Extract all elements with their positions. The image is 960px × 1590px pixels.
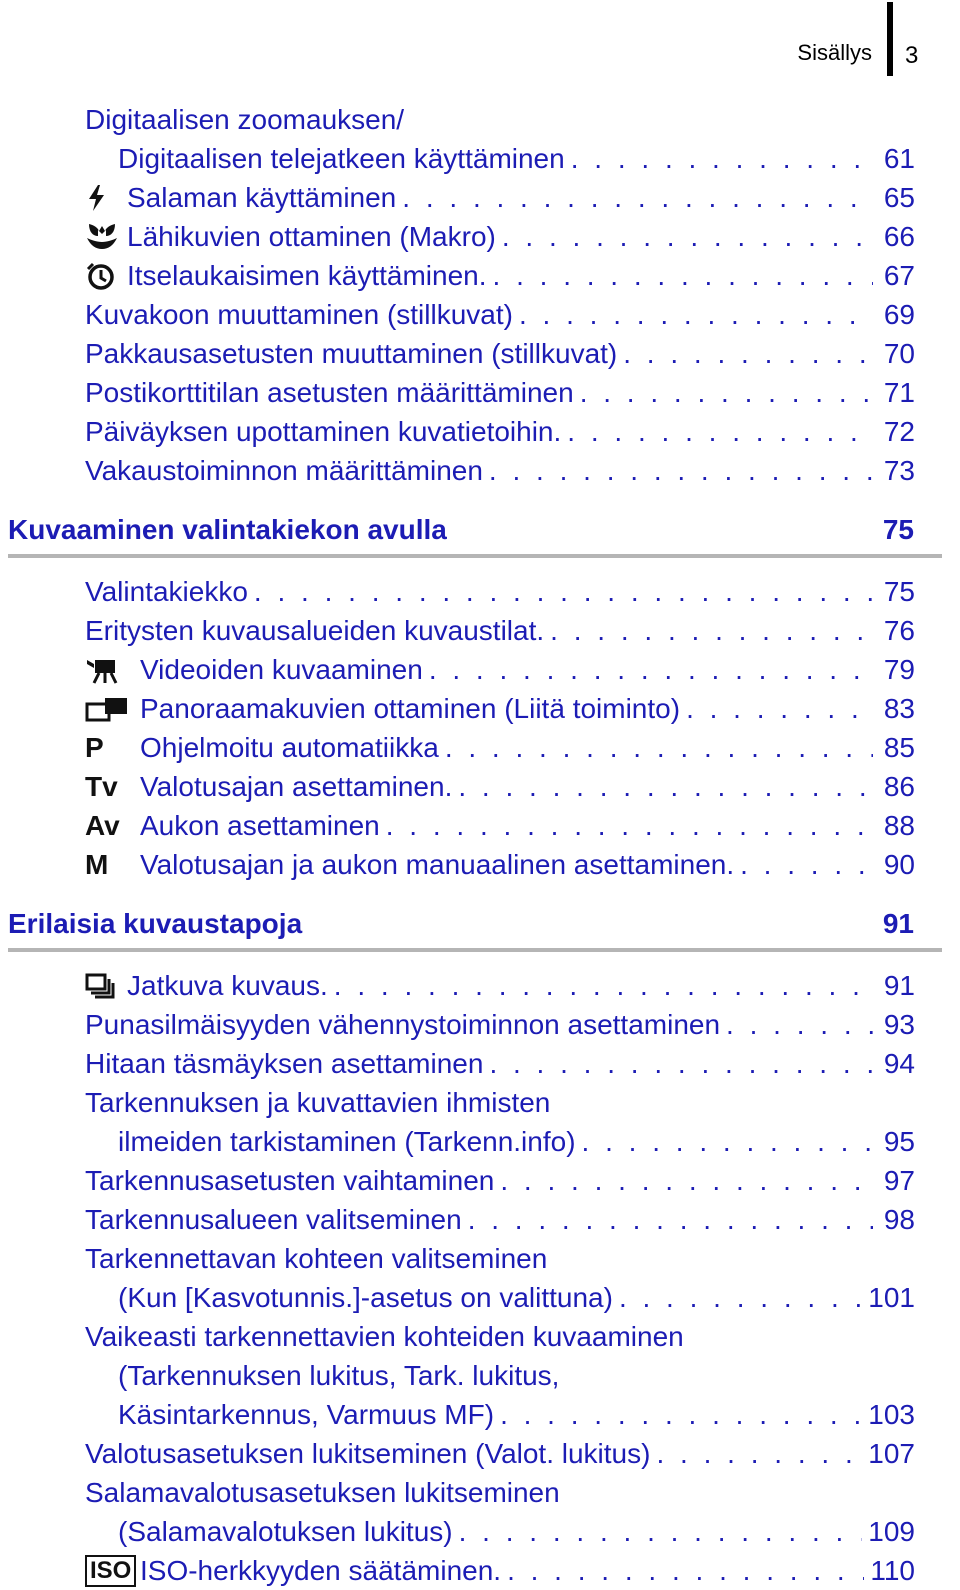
toc-page-number: 83: [883, 692, 915, 724]
toc-entry-focus-check-cont[interactable]: [118, 1122, 915, 1161]
dot-leader: [580, 377, 873, 409]
toc-entry-label: Valintakiekko: [85, 575, 248, 607]
toc-page-number: 73: [883, 454, 915, 486]
table-of-contents: [0, 100, 960, 1590]
toc-entry-difficult-focus[interactable]: [85, 1317, 915, 1356]
toc-entry-movie[interactable]: [85, 650, 915, 689]
toc-entry-label: Pakkausasetusten muuttaminen (stillkuvat): [85, 337, 618, 369]
toc-page-number: 85: [883, 731, 915, 763]
dot-leader: [458, 771, 873, 803]
toc-page-number: 86: [883, 770, 915, 802]
toc-entry-label: (Tarkennuksen lukitus, Tark. lukitus,: [118, 1359, 560, 1391]
toc-entry-continuous[interactable]: [85, 966, 915, 1005]
flash-icon: [85, 184, 127, 212]
toc-entry-label: Tarkennusalueen valitseminen: [85, 1203, 462, 1235]
toc-page-number: 95: [883, 1125, 915, 1157]
dot-leader: [386, 810, 873, 842]
dot-leader: [429, 654, 873, 686]
toc-page-number: 88: [883, 809, 915, 841]
toc-entry-label: (Kun [Kasvotunnis.]-asetus on valittuna): [118, 1281, 613, 1313]
toc-page-number: 71: [883, 376, 915, 408]
toc-page-number: 66: [883, 220, 915, 252]
toc-entry-label: Eritysten kuvausalueiden kuvaustilat.: [85, 614, 545, 646]
toc-entry-af-frame[interactable]: [85, 1200, 915, 1239]
toc-entry-label: Lähikuvien ottaminen (Makro): [127, 220, 496, 252]
dot-leader: [500, 1399, 862, 1431]
dot-leader: [254, 576, 873, 608]
dot-leader: [740, 849, 873, 881]
dot-leader: [582, 1126, 873, 1158]
toc-entry-label: Kuvakoon muuttaminen (stillkuvat): [85, 298, 513, 330]
toc-entry-date-stamp[interactable]: [85, 412, 915, 451]
toc-entry-label: (Salamavalotuksen lukitus): [118, 1515, 453, 1547]
toc-page-number: 67: [883, 259, 915, 291]
section-page-number: 75: [882, 514, 914, 545]
toc-entry-label: Salamavalotusasetuksen lukitseminen: [85, 1476, 560, 1508]
dot-leader: [726, 1009, 873, 1041]
toc-page-number: 70: [883, 337, 915, 369]
manual-mode-icon: M: [85, 848, 109, 880]
toc-section-shooting-methods[interactable]: [8, 890, 942, 952]
movie-camera-icon: [85, 656, 140, 684]
toc-entry-focus-check[interactable]: [85, 1083, 915, 1122]
toc-page-number: 93: [883, 1008, 915, 1040]
toc-entry-label: Postikorttitilan asetusten määrittäminen: [85, 376, 574, 408]
toc-entry-ae-lock[interactable]: [85, 1434, 915, 1473]
toc-entry-aperture-priority[interactable]: [85, 806, 915, 845]
toc-entry-shutter-priority[interactable]: [85, 767, 915, 806]
toc-entry-stabilizer[interactable]: [85, 451, 915, 490]
self-timer-icon: [85, 261, 127, 291]
toc-entry-label: Päiväyksen upottaminen kuvatietoihin.: [85, 415, 562, 447]
toc-section-mode-dial[interactable]: [8, 496, 942, 558]
section-title: Erilaisia kuvaustapoja: [8, 908, 303, 939]
dot-leader: [656, 1438, 862, 1470]
toc-entry-digital-zoom-cont[interactable]: [118, 139, 915, 178]
toc-entry-label: Digitaalisen telejatkeen käyttäminen: [118, 142, 565, 174]
toc-entry-compression[interactable]: [85, 334, 915, 373]
toc-page-number: 90: [883, 848, 915, 880]
toc-page-number: 65: [883, 181, 915, 213]
section-page-number: 91: [882, 908, 914, 939]
toc-entry-label: Valotusajan ja aukon manuaalinen asettaminen.: [140, 848, 735, 880]
toc-page-number: 103: [868, 1398, 915, 1430]
toc-entry-label: Aukon asettaminen: [140, 809, 380, 841]
toc-entry-special-scenes[interactable]: [85, 611, 915, 650]
toc-entry-digital-zoom[interactable]: [85, 100, 915, 139]
toc-page-number: 107: [868, 1437, 915, 1469]
header-section-label: Sisällys: [797, 40, 872, 65]
header-divider: [887, 2, 893, 76]
iso-icon-label: ISO: [85, 1555, 136, 1587]
dot-leader: [507, 1555, 864, 1587]
toc-entry-label: Jatkuva kuvaus.: [127, 969, 328, 1001]
toc-page-number: 101: [868, 1281, 915, 1313]
aperture-priority-icon: Av: [85, 809, 120, 841]
toc-entry-difficult-focus-cont[interactable]: [118, 1356, 948, 1395]
toc-page-number: 109: [868, 1515, 915, 1547]
toc-entry-label: Vaikeasti tarkennettavien kohteiden kuvaaminen: [85, 1320, 684, 1352]
toc-entry-label: Valotusajan asettaminen.: [140, 770, 453, 802]
dot-leader: [402, 182, 873, 214]
program-mode-icon: P: [85, 731, 104, 763]
dot-leader: [550, 615, 873, 647]
toc-entry-iso[interactable]: [85, 1551, 915, 1590]
toc-page-number: 91: [883, 969, 915, 1001]
toc-entry-label: Salaman käyttäminen: [127, 181, 397, 213]
toc-entry-image-size[interactable]: [85, 295, 915, 334]
toc-entry-label: Panoraamakuvien ottaminen (Liitä toiminto): [140, 692, 681, 724]
dot-leader: [623, 338, 873, 370]
dot-leader: [489, 1048, 873, 1080]
toc-entry-flash[interactable]: [85, 178, 915, 217]
toc-entry-label: Käsintarkennus, Varmuus MF): [118, 1398, 495, 1430]
toc-entry-label: ISO-herkkyyden säätäminen.: [140, 1554, 502, 1586]
stitch-assist-icon: [85, 695, 140, 723]
toc-entry-slow-sync[interactable]: [85, 1044, 915, 1083]
toc-entry-label: Tarkennusasetusten vaihtaminen: [85, 1164, 495, 1196]
toc-entry-label: Punasilmäisyyden vähennystoiminnon asettaminen: [85, 1008, 721, 1040]
toc-entry-label: Valotusasetuksen lukitseminen (Valot. lukitus): [85, 1437, 651, 1469]
dot-leader: [567, 416, 873, 448]
toc-entry-fe-lock-cont[interactable]: [118, 1512, 915, 1551]
toc-entry-label: Tarkennettavan kohteen valitseminen: [85, 1242, 548, 1274]
toc-entry-face-select-cont[interactable]: [118, 1278, 915, 1317]
dot-leader: [502, 221, 873, 253]
toc-entry-label: ilmeiden tarkistaminen (Tarkenn.info): [118, 1125, 576, 1157]
dot-leader: [489, 455, 873, 487]
toc-entry-self-timer[interactable]: [85, 256, 915, 295]
continuous-shooting-icon: [85, 972, 127, 1000]
page-number: 3: [905, 42, 919, 69]
dot-leader: [686, 693, 873, 725]
page-header: [0, 0, 960, 80]
toc-page-number: 98: [883, 1203, 915, 1235]
toc-entry-difficult-focus-cont2[interactable]: [118, 1395, 915, 1434]
toc-page-number: 97: [883, 1164, 915, 1196]
iso-icon: [85, 1555, 140, 1587]
toc-page-number: 79: [883, 653, 915, 685]
toc-entry-mode-dial[interactable]: [85, 572, 915, 611]
toc-entry-label: Tarkennuksen ja kuvattavien ihmisten: [85, 1086, 551, 1118]
toc-page-number: 110: [870, 1554, 915, 1586]
toc-entry-postcard-mode[interactable]: [85, 373, 915, 412]
toc-entry-label: Vakaustoiminnon määrittäminen: [85, 454, 483, 486]
toc-page-number: 69: [883, 298, 915, 330]
toc-entry-macro[interactable]: [85, 217, 915, 256]
toc-entry-red-eye[interactable]: [85, 1005, 915, 1044]
toc-entry-fe-lock[interactable]: [85, 1473, 915, 1512]
toc-entry-label: Ohjelmoitu automatiikka: [140, 731, 439, 763]
toc-page-number: 72: [883, 415, 915, 447]
toc-entry-manual[interactable]: [85, 845, 915, 884]
toc-entry-label: Videoiden kuvaaminen: [140, 653, 423, 685]
dot-leader: [334, 970, 873, 1002]
dot-leader: [493, 260, 873, 292]
dot-leader: [445, 732, 873, 764]
dot-leader: [519, 299, 873, 331]
dot-leader: [500, 1165, 873, 1197]
toc-entry-label: Hitaan täsmäyksen asettaminen: [85, 1047, 484, 1079]
section-title: Kuvaaminen valintakiekon avulla: [8, 514, 447, 545]
toc-page-number: 76: [883, 614, 915, 646]
macro-flower-icon: [85, 222, 127, 252]
toc-entry-label: Itselaukaisimen käyttäminen.: [127, 259, 487, 291]
dot-leader: [571, 143, 873, 175]
toc-page-number: 94: [883, 1047, 915, 1079]
toc-page-number: 61: [883, 142, 915, 174]
toc-page-number: 75: [883, 575, 915, 607]
toc-entry-panorama[interactable]: [85, 689, 915, 728]
shutter-priority-icon: Tv: [85, 770, 118, 802]
dot-leader: [468, 1204, 873, 1236]
dot-leader: [459, 1516, 863, 1548]
toc-entry-face-select[interactable]: [85, 1239, 915, 1278]
toc-entry-program[interactable]: [85, 728, 915, 767]
dot-leader: [619, 1282, 862, 1314]
toc-entry-focus-settings[interactable]: [85, 1161, 915, 1200]
toc-entry-label: Digitaalisen zoomauksen/: [85, 103, 405, 135]
